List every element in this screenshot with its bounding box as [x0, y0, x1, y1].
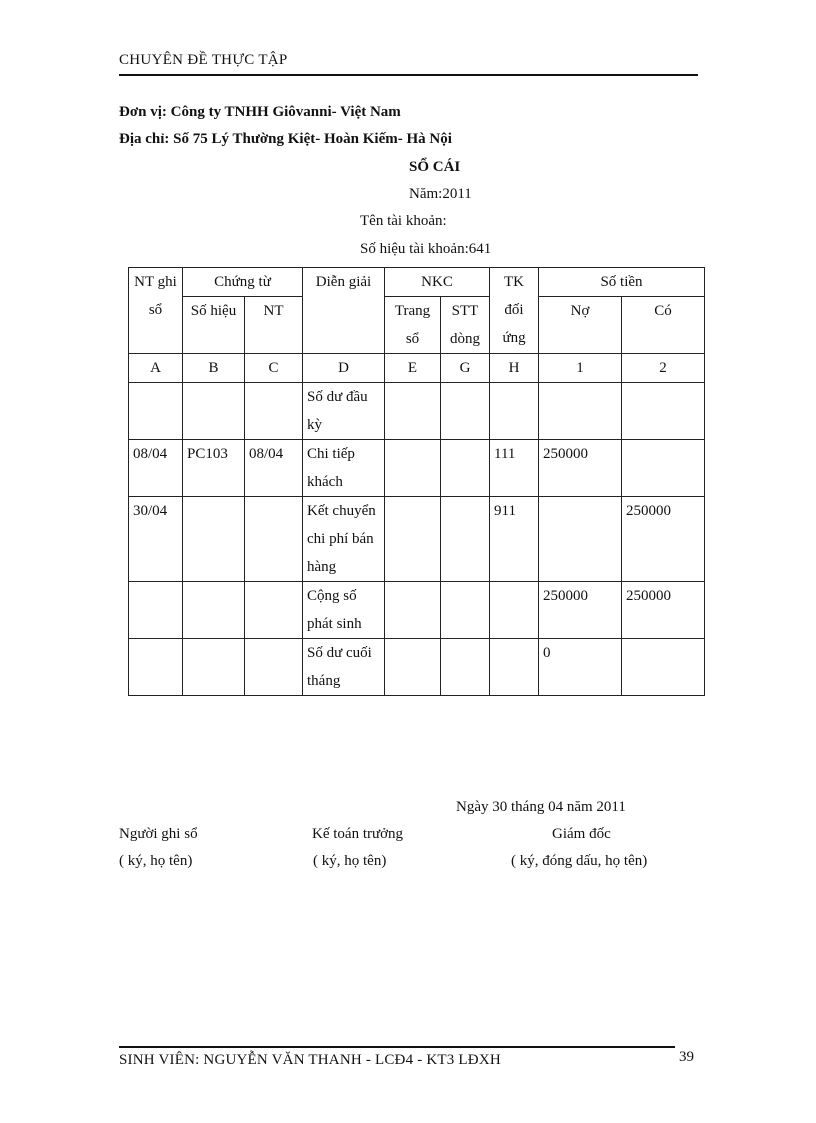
header-nkc: NKC — [385, 268, 490, 297]
cell-so-hieu — [183, 639, 245, 696]
cell-stt — [441, 639, 490, 696]
ledger-title: SỔ CÁI — [409, 159, 461, 175]
cell-so-hieu — [183, 582, 245, 639]
account-number: Số hiệu tài khoản:641 — [360, 241, 492, 257]
footer-divider — [119, 1046, 675, 1048]
table-row — [129, 582, 705, 639]
table-row — [129, 639, 705, 696]
header-nt: NT — [245, 297, 303, 354]
cell-tk: 111 — [490, 440, 539, 497]
cell-nt2 — [245, 639, 303, 696]
company-unit: Đơn vị: Công ty TNHH Giôvanni- Việt Nam — [119, 104, 401, 120]
chief-accountant-note: ( ký, họ tên) — [313, 853, 387, 869]
cell-no: 0 — [539, 639, 622, 696]
header-so-tien: Số tiền — [539, 268, 705, 297]
cell-nt: 30/04 — [129, 497, 183, 582]
code-cell: A — [129, 354, 183, 383]
cell-nt — [129, 582, 183, 639]
code-cell: H — [490, 354, 539, 383]
cell-dien-giai: Số dư đầu kỳ — [303, 383, 385, 440]
account-name-label: Tên tài khoản: — [360, 213, 447, 229]
signature-date: Ngày 30 tháng 04 năm 2011 — [456, 799, 626, 815]
header-trang-so: Trang sổ — [385, 297, 441, 354]
code-cell: C — [245, 354, 303, 383]
cell-stt — [441, 497, 490, 582]
cell-dien-giai: Kết chuyển chi phí bán hàng — [303, 497, 385, 582]
code-cell: 2 — [622, 354, 705, 383]
page-number: 39 — [679, 1049, 694, 1065]
header-tk-doi-ung: TK đối ứng — [490, 268, 539, 354]
cell-no: 250000 — [539, 582, 622, 639]
header-so-hieu: Số hiệu — [183, 297, 245, 354]
cell-nt2: 08/04 — [245, 440, 303, 497]
cell-stt — [441, 383, 490, 440]
cell-trang — [385, 639, 441, 696]
cell-nt — [129, 639, 183, 696]
cell-nt2 — [245, 582, 303, 639]
page-header-title: CHUYÊN ĐỀ THỰC TẬP — [119, 52, 288, 68]
cell-trang — [385, 497, 441, 582]
cell-tk — [490, 383, 539, 440]
cell-no — [539, 497, 622, 582]
recorder-note: ( ký, họ tên) — [119, 853, 193, 869]
cell-so-hieu — [183, 383, 245, 440]
cell-co: 250000 — [622, 582, 705, 639]
cell-co — [622, 639, 705, 696]
cell-co — [622, 383, 705, 440]
cell-co: 250000 — [622, 497, 705, 582]
director-title: Giám đốc — [552, 826, 611, 842]
code-cell: E — [385, 354, 441, 383]
director-note: ( ký, đóng dấu, họ tên) — [511, 853, 648, 869]
header-dien-giai: Diễn giải — [303, 268, 385, 354]
cell-no: 250000 — [539, 440, 622, 497]
cell-dien-giai: Số dư cuối tháng — [303, 639, 385, 696]
header-stt-dong: STT dòng — [441, 297, 490, 354]
cell-nt: 08/04 — [129, 440, 183, 497]
cell-co — [622, 440, 705, 497]
ledger-table — [128, 267, 705, 696]
cell-nt — [129, 383, 183, 440]
code-cell: B — [183, 354, 245, 383]
cell-trang — [385, 383, 441, 440]
header-chung-tu: Chứng từ — [183, 268, 303, 297]
cell-trang — [385, 582, 441, 639]
cell-so-hieu: PC103 — [183, 440, 245, 497]
header-co: Có — [622, 297, 705, 354]
cell-tk: 911 — [490, 497, 539, 582]
table-row — [129, 383, 705, 440]
code-cell: 1 — [539, 354, 622, 383]
cell-tk — [490, 639, 539, 696]
cell-dien-giai: Cộng số phát sinh — [303, 582, 385, 639]
cell-trang — [385, 440, 441, 497]
table-row — [129, 497, 705, 582]
cell-so-hieu — [183, 497, 245, 582]
table-row — [129, 440, 705, 497]
cell-nt2 — [245, 497, 303, 582]
header-divider — [119, 74, 698, 76]
recorder-title: Người ghi sổ — [119, 826, 198, 842]
cell-stt — [441, 440, 490, 497]
cell-no — [539, 383, 622, 440]
header-nt-ghi-so: NT ghi sổ — [129, 268, 183, 354]
code-cell: D — [303, 354, 385, 383]
cell-nt2 — [245, 383, 303, 440]
header-no: Nợ — [539, 297, 622, 354]
code-cell: G — [441, 354, 490, 383]
chief-accountant-title: Kế toán trưởng — [312, 826, 404, 842]
cell-stt — [441, 582, 490, 639]
ledger-year: Năm:2011 — [409, 186, 472, 202]
company-address: Địa chỉ: Số 75 Lý Thường Kiệt- Hoàn Kiếm- Hà Nội — [119, 131, 452, 147]
cell-tk — [490, 582, 539, 639]
footer-text: SINH VIÊN: NGUYỄN VĂN THANH - LCĐ4 - KT3 LĐXH — [119, 1052, 501, 1068]
cell-dien-giai: Chi tiếp khách — [303, 440, 385, 497]
